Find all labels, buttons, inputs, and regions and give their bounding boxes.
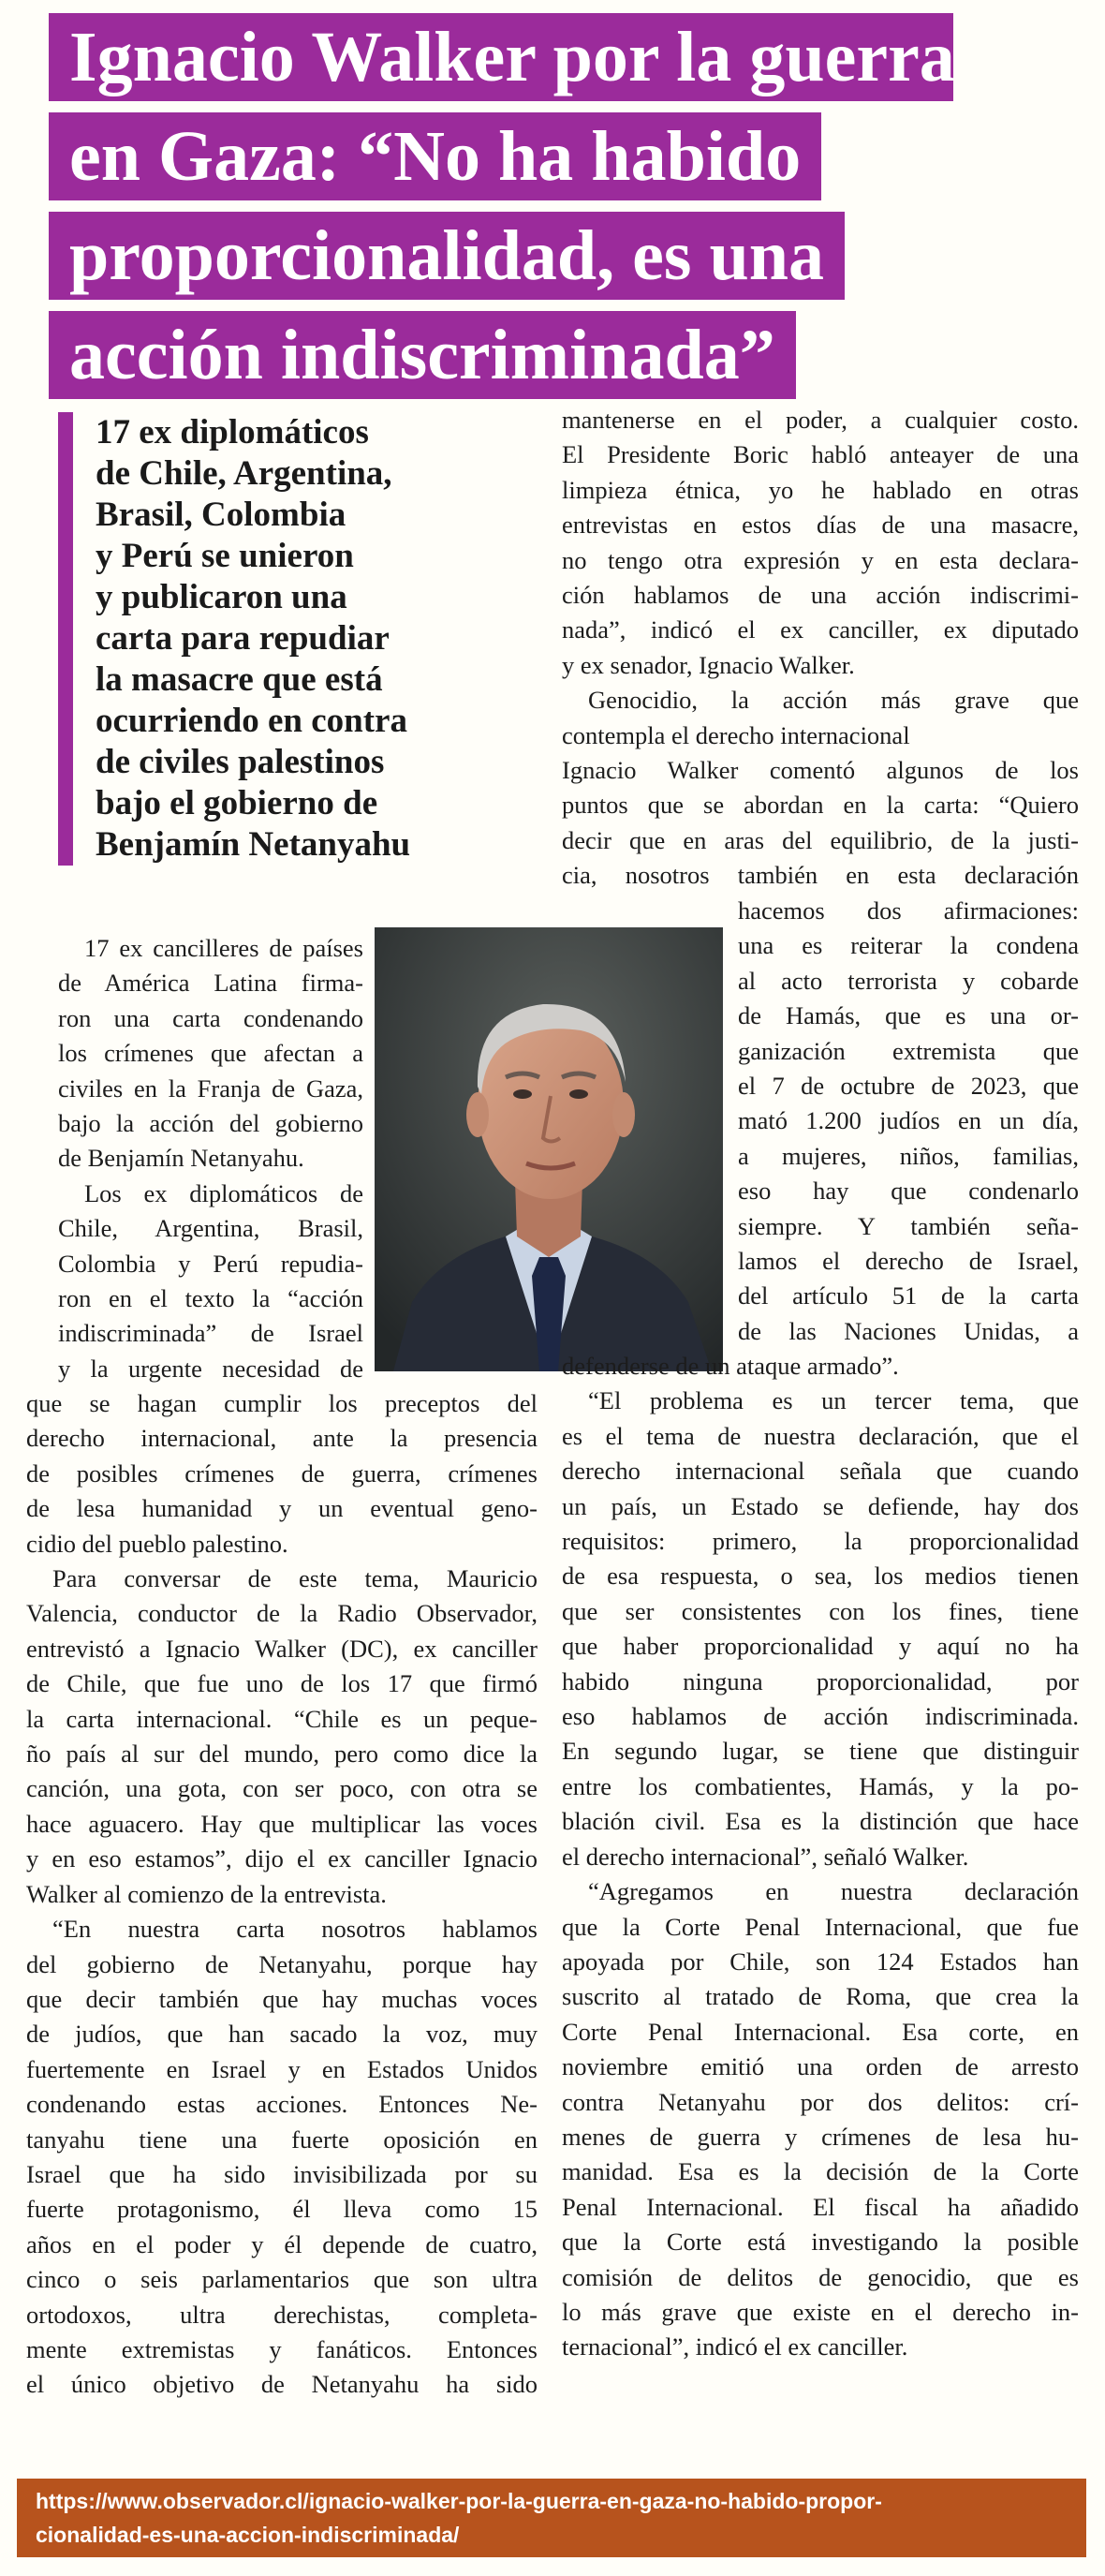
text-line: los crímenes que afectan a (58, 1039, 363, 1068)
text-line: de Hamás, que es una or- (738, 1001, 1079, 1030)
text-line: lo más grave que existe en el derecho in- (562, 2297, 1079, 2326)
text-line: ternacional”, indicó el ex canciller. (562, 2332, 908, 2361)
text-line: contempla el derecho internacional (562, 720, 910, 749)
text-line: de América Latina firma- (58, 969, 363, 998)
text-line: El Presidente Boric habló anteayer de una (562, 440, 1079, 469)
text-line: manidad. Esa es la decisión de la Corte (562, 2157, 1079, 2186)
headline (49, 13, 994, 410)
text-line: de lesa humanidad y un eventual geno- (26, 1494, 538, 1523)
headline-line-1: Ignacio Walker por la guerra (49, 13, 953, 101)
lead-line: ocurriendo en contra (96, 702, 407, 740)
text-line: que haber proporcionalidad y aquí no ha (562, 1632, 1079, 1661)
text-line: a mujeres, niños, familias, (738, 1141, 1079, 1170)
text-line: ortodoxos, ultra derechistas, completa- (26, 2300, 538, 2329)
text-line: ción hablamos de una acción indiscrimi- (562, 581, 1079, 610)
text-line: ganización extremista que (738, 1036, 1079, 1065)
lead-line: y Perú se unieron (96, 537, 354, 575)
text-line: noviembre emitió una orden de arresto (562, 2052, 1079, 2081)
headline-line-4: acción indiscriminada” (49, 311, 796, 399)
headline-line-2: en Gaza: “No ha habido (49, 112, 821, 200)
text-line: mantenerse en el poder, a cualquier costo. (562, 406, 1079, 434)
lead-line: y publicaron una (96, 578, 347, 616)
text-line: tanyahu tiene una fuerte oposición en (26, 2124, 538, 2154)
text-line: derecho internacional señala que cuando (562, 1457, 1079, 1486)
text-line: indiscriminada” de Israel (58, 1319, 363, 1348)
text-line: cia, nosotros también en esta declaración (562, 861, 1079, 890)
text-line: el único objetivo de Netanyahu ha sido (26, 2370, 538, 2399)
text-line: derecho internacional, ante la presencia (26, 1424, 538, 1453)
text-line: nada”, indicó el ex canciller, ex diputado (562, 615, 1079, 644)
lead-line: bajo el gobierno de (96, 784, 378, 822)
text-line: requisitos: primero, la proporcionalidad (562, 1527, 1079, 1556)
text-line: Walker al comienzo de la entrevista. (26, 1879, 387, 1908)
portrait-illustration (375, 927, 723, 1371)
text-line: entrevistas en estos días de una masacre, (562, 511, 1079, 540)
text-line: ño país al sur del mundo, pero como dice la (26, 1740, 538, 1769)
text-line: de esa respuesta, o sea, los medios tienen (562, 1562, 1079, 1591)
text-line: eso hablamos de acción indiscriminada. (562, 1702, 1079, 1731)
text-line: entrevistó a Ignacio Walker (DC), ex canciller (26, 1634, 538, 1663)
text-line: mente extremistas y fanáticos. Entonces (26, 2334, 538, 2363)
text-line: bajo la acción del gobierno (58, 1109, 363, 1138)
text-line: lamos el derecho de Israel, (738, 1247, 1079, 1276)
text-line: 17 ex cancilleres de países (84, 934, 363, 962)
text-line: decir que en aras del equilibrio, de la justi- (562, 825, 1079, 854)
article-right-column-bottom (562, 1349, 1079, 2365)
text-line: Los ex diplomáticos de (84, 1178, 363, 1207)
text-line: Israel que ha sido invisibilizada por su (26, 2159, 538, 2188)
lead-line: de Chile, Argentina, (96, 454, 392, 493)
text-line: ron una carta condenando (58, 1003, 363, 1032)
lead-deck (58, 412, 554, 866)
text-line: blación civil. Esa es la distinción que hace (562, 1807, 1079, 1836)
headline-line-3: proporcionalidad, es una (49, 212, 845, 300)
article-left-column-bottom (26, 1386, 538, 2403)
text-line: es el tema de nuestra declaración, que el (562, 1421, 1079, 1450)
text-line: de Benjamín Netanyahu. (58, 1144, 304, 1173)
text-line: limpieza étnica, yo he hablado en otras (562, 475, 1079, 504)
lead-line: 17 ex diplomáticos (96, 413, 369, 452)
text-line: cidio del pueblo palestino. (26, 1529, 288, 1558)
text-line: condenando estas acciones. Entonces Ne- (26, 2090, 538, 2119)
text-line: Penal Internacional. El fiscal ha añadido (562, 2192, 1079, 2221)
text-line: Valencia, conductor de la Radio Observador, (26, 1599, 538, 1628)
text-line: “En nuestra carta nosotros hablamos (52, 1915, 538, 1944)
text-line: eso hay que condenarlo (738, 1177, 1079, 1206)
article-right-column-middle (738, 894, 1079, 1349)
text-line: ron en el texto la “acción (58, 1284, 363, 1313)
lead-line: la masacre que está (96, 660, 383, 699)
text-line: En segundo lugar, se tiene que distinguir (562, 1737, 1079, 1766)
text-line: mató 1.200 judíos en un día, (738, 1106, 1079, 1135)
text-line: hace aguacero. Hay que multiplicar las voces (26, 1809, 538, 1838)
article-right-column-top (562, 403, 1079, 894)
article-left-column-top (58, 931, 363, 1386)
text-line: siempre. Y también seña- (738, 1211, 1079, 1240)
lead-line: carta para repudiar (96, 619, 390, 658)
text-line: civiles en la Franja de Gaza, (58, 1073, 363, 1103)
text-line: puntos que se abordan en la carta: “Quiero (562, 791, 1079, 820)
text-line: Corte Penal Internacional. Esa corte, en (562, 2017, 1079, 2046)
source-url-link[interactable] (17, 2479, 1086, 2557)
text-line: “Agregamos en nuestra declaración (588, 1877, 1079, 1906)
text-line: de judíos, que han sacado la voz, muy (26, 2020, 538, 2049)
text-line: no tengo otra expresión y en esta declara- (562, 545, 1079, 574)
text-line: Ignacio Walker comentó algunos de los (562, 756, 1079, 785)
text-line: menes de guerra y crímenes de lesa hu- (562, 2122, 1079, 2151)
text-line: Chile, Argentina, Brasil, (58, 1214, 363, 1243)
text-line: comisión de delitos de genocidio, que es (562, 2262, 1079, 2291)
text-line: años en el poder y él depende de cuatro, (26, 2229, 538, 2258)
text-line: que se hagan cumplir los preceptos del (26, 1389, 538, 1417)
text-line: canción, una gota, con ser poco, con otra se (26, 1774, 538, 1803)
text-line: suscrito al tratado de Roma, que crea la (562, 1982, 1079, 2011)
portrait-photo (375, 927, 723, 1371)
text-line: que ser consistentes con los fines, tiene (562, 1596, 1079, 1625)
text-line: habido ninguna proporcionalidad, por (562, 1666, 1079, 1695)
text-line: Colombia y Perú repudia- (58, 1249, 363, 1278)
text-line: fuertemente en Israel y en Estados Unidos (26, 2054, 538, 2083)
text-line: entre los combatientes, Hamás, y la po- (562, 1771, 1079, 1800)
text-line: una es reiterar la condena (738, 931, 1079, 960)
text-line: y ex senador, Ignacio Walker. (562, 650, 855, 679)
text-line: el 7 de octubre de 2023, que (738, 1072, 1079, 1101)
text-line: de las Naciones Unidas, a (738, 1316, 1079, 1345)
text-line: “El problema es un tercer tema, que (588, 1386, 1079, 1415)
text-line: un país, un Estado se defiende, hay dos (562, 1491, 1079, 1520)
text-line: hacemos dos afirmaciones: (738, 896, 1079, 925)
text-line: que la Corte Penal Internacional, que fue (562, 1912, 1079, 1941)
text-line: Genocidio, la acción más grave que (588, 686, 1079, 715)
text-line: contra Netanyahu por dos delitos: crí- (562, 2087, 1079, 2116)
text-line: el derecho internacional”, señaló Walker. (562, 1842, 969, 1871)
text-line: defenderse de un ataque armado”. (562, 1352, 899, 1380)
text-line: Para conversar de este tema, Mauricio (52, 1564, 538, 1593)
lead-line: Brasil, Colombia (96, 496, 346, 534)
text-line: al acto terrorista y cobarde (738, 966, 1079, 995)
text-line: y en eso estamos”, dijo el ex canciller Ignacio (26, 1844, 538, 1873)
text-line: cinco o seis parlamentarios que son ultra (26, 2265, 538, 2294)
text-line: de posibles crímenes de guerra, crímenes (26, 1458, 538, 1488)
text-line: que la Corte está investigando la posible (562, 2228, 1079, 2257)
text-line: del gobierno de Netanyahu, porque hay (26, 1949, 538, 1978)
text-line: la carta internacional. “Chile es un peque- (26, 1704, 538, 1733)
lead-line: Benjamín Netanyahu (96, 825, 411, 864)
lead-line: de civiles palestinos (96, 743, 385, 781)
text-line: que decir también que hay muchas voces (26, 1984, 538, 2013)
source-url-line[interactable]: cionalidad-es-una-accion-indiscriminada/ (36, 2523, 460, 2547)
source-url-line[interactable]: https://www.observador.cl/ignacio-walker-por-la-guerra-en-gaza-no-habido-propor- (36, 2489, 882, 2513)
text-line: de Chile, que fue uno de los 17 que firmó (26, 1669, 538, 1698)
text-line: fuerte protagonismo, él lleva como 15 (26, 2195, 538, 2224)
text-line: del artículo 51 de la carta (738, 1281, 1079, 1310)
text-line: apoyada por Chile, son 124 Estados han (562, 1947, 1079, 1976)
text-line: y la urgente necesidad de (58, 1354, 363, 1383)
